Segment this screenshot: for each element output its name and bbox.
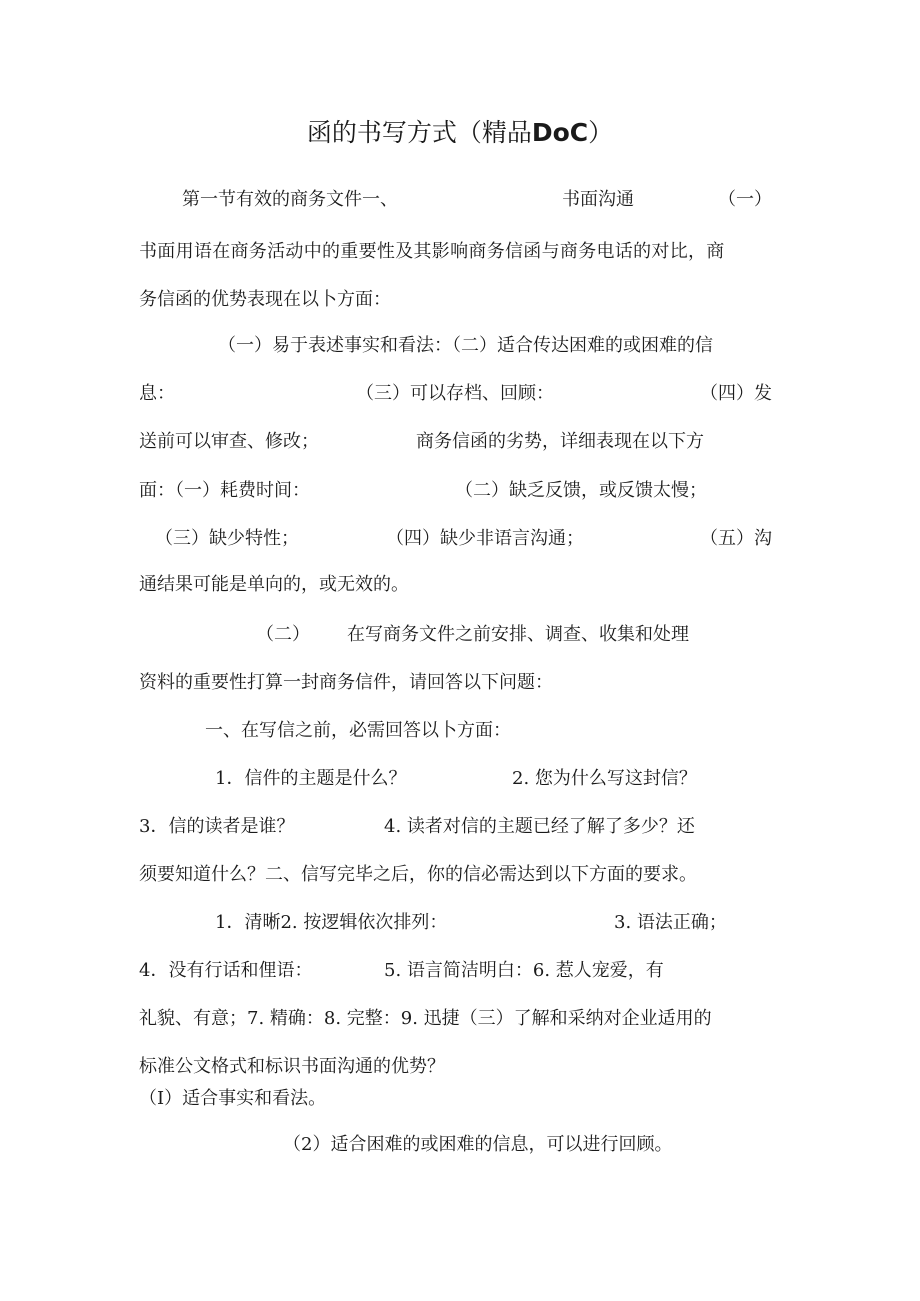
paragraph-text: （四）发 bbox=[700, 383, 772, 404]
paragraph-text: 第一节有效的商务文件一、 bbox=[182, 189, 398, 210]
paragraph-text: 标准公文格式和标识书面沟通的优势？ bbox=[139, 1056, 445, 1077]
paragraph-text: （四）缺少非语言沟通； bbox=[386, 528, 584, 549]
paragraph-text: （五）沟 bbox=[700, 528, 772, 549]
paragraph-text: 5. 语言简洁明白：6. 惹人宠爱，有 bbox=[384, 960, 664, 981]
document-title bbox=[0, 116, 920, 150]
paragraph-text: 资料的重要性打算一封商务信件，请回答以下问题： bbox=[139, 672, 553, 693]
paragraph-text: 2. 您为什么写这封信？ bbox=[512, 768, 697, 789]
paragraph-text: 1．信件的主题是什么？ bbox=[215, 768, 407, 789]
paragraph-text: （二）缺乏反馈，或反馈太慢； bbox=[455, 480, 707, 501]
paragraph-text: 送前可以审查、修改； bbox=[139, 431, 319, 452]
paragraph-text: （一） bbox=[718, 189, 772, 210]
paragraph-text: （一）易于表述事实和看法：（二）适合传达困难的或困难的信 bbox=[218, 335, 713, 356]
title-chinese: 函的书写方式（精品 bbox=[306, 118, 532, 147]
title-doc-suffix: DoC bbox=[531, 118, 589, 147]
paragraph-text: 须要知道什么？二、信写完毕之后，你的信必需达到以下方面的要求。 bbox=[139, 864, 697, 885]
paragraph-text: （二） bbox=[256, 624, 310, 645]
paragraph-text: 一、在写信之前，必需回答以卜方面： bbox=[205, 720, 511, 741]
paragraph-text: 3. 语法正确； bbox=[614, 912, 727, 933]
paragraph-text: 书面沟通 bbox=[562, 189, 634, 210]
paragraph-text: 3．信的读者是谁？ bbox=[139, 816, 295, 837]
paragraph-text: 面：（一）耗费时间： bbox=[139, 480, 310, 501]
paragraph-text: 在写商务文件之前安排、调查、收集和处理 bbox=[347, 624, 689, 645]
paragraph-text: 1．清晰2. 按逻辑依次排列： bbox=[215, 912, 448, 933]
paragraph-text: （三）缺少特性； bbox=[155, 528, 299, 549]
title-close-paren: ） bbox=[588, 118, 614, 147]
paragraph-text: （I）适合事实和看法。 bbox=[139, 1088, 327, 1109]
paragraph-text: （2）适合困难的或困难的信息，可以进行回顾。 bbox=[283, 1134, 673, 1155]
paragraph-text: 4．没有行话和俚语： bbox=[139, 960, 313, 981]
paragraph-text: 息： bbox=[139, 383, 175, 404]
paragraph-text: 礼貌、有意；7. 精确：8. 完整：9. 迅捷（三）了解和采纳对企业适用的 bbox=[139, 1008, 712, 1029]
paragraph-text: （三）可以存档、回顾： bbox=[356, 383, 554, 404]
paragraph-text: 务信函的优势表现在以卜方面： bbox=[139, 289, 391, 310]
paragraph-text: 通结果可能是单向的，或无效的。 bbox=[139, 574, 409, 595]
paragraph-text: 4. 读者对信的主题已经了解了多少？还 bbox=[384, 816, 695, 837]
paragraph-text: 书面用语在商务活动中的重要性及其影响商务信函与商务电话的对比，商 bbox=[139, 241, 725, 262]
paragraph-text: 商务信函的劣势，详细表现在以下方 bbox=[416, 431, 704, 452]
